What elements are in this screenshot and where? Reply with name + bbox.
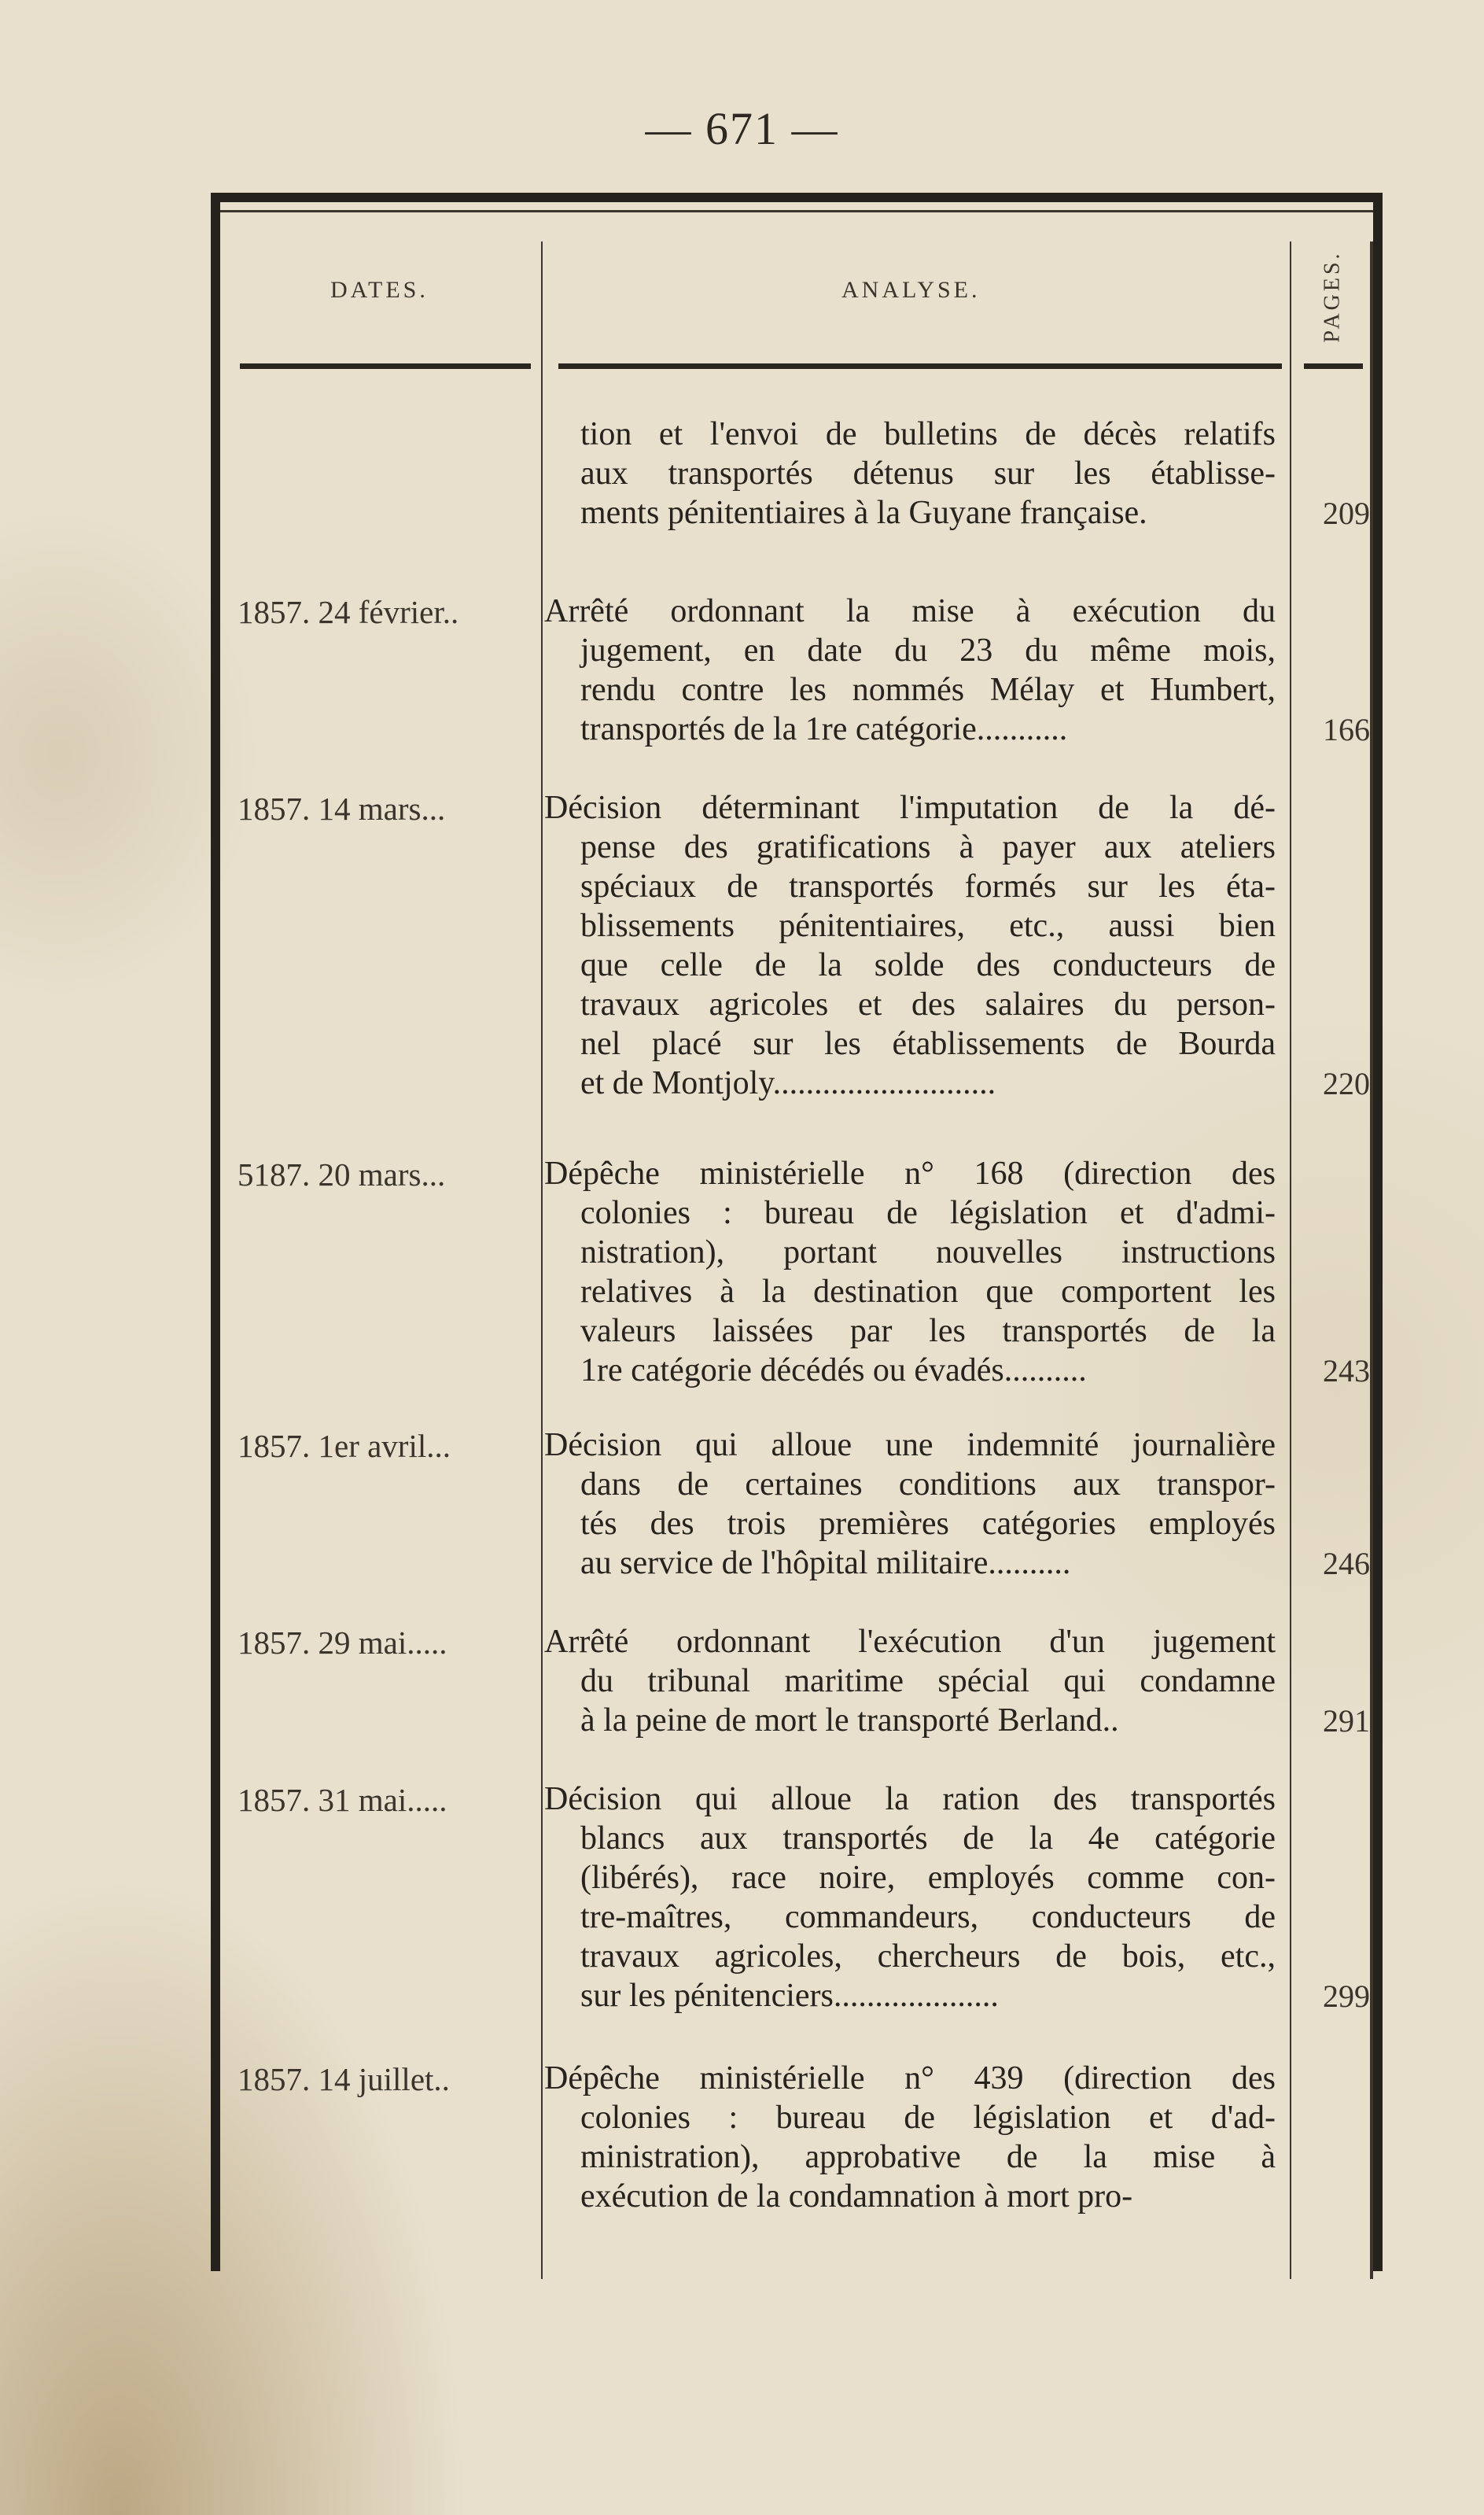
entry-date: 5187. 20 mars... (238, 1156, 446, 1193)
analysis-line: exécution de la condamnation à mort pro- (580, 2178, 1133, 2214)
column-rule-pages (1370, 242, 1373, 2279)
analysis-line: nel placé sur les établissements de Bourda (580, 1026, 1276, 1062)
index-table (211, 193, 1383, 2271)
entry-date: 1857. 24 février.. (238, 594, 459, 630)
analysis-line: transportés de la 1re catégorie........... (580, 711, 1068, 747)
analysis-line: (libérés), race noire, employés comme con- (580, 1860, 1276, 1896)
analysis-line: valeurs laissées par les transportés de la (580, 1313, 1276, 1349)
entry-date: 1857. 29 mai..... (238, 1624, 447, 1661)
analysis-line: nistration), portant nouvelles instructions (580, 1234, 1276, 1270)
entry-page-number: 166 (1323, 712, 1370, 747)
entry-analysis (544, 592, 1283, 749)
entry-page-number: 209 (1323, 496, 1370, 531)
analysis-line: au service de l'hôpital militaire.......... (580, 1545, 1071, 1581)
analysis-line: ments pénitentiaires à la Guyane française. (580, 495, 1147, 531)
header-pages-cell (1309, 218, 1357, 375)
analysis-line: et de Montjoly........................... (580, 1065, 996, 1101)
analysis-line: jugement, en date du 23 du même mois, (580, 632, 1276, 669)
analysis-line: Dépêche ministérielle n° 439 (direction des (544, 2060, 1276, 2096)
analysis-line: Décision déterminant l'imputation de la dé- (544, 790, 1276, 826)
header-analyse: ANALYSE. (841, 277, 981, 303)
analysis-line: colonies : bureau de législation et d'ad- (580, 2100, 1276, 2136)
analysis-line: Décision qui alloue la ration des transportés (544, 1781, 1276, 1817)
analysis-line: blancs aux transportés de la 4e catégorie (580, 1820, 1276, 1857)
analysis-line: spéciaux de transportés formés sur les éta- (580, 868, 1276, 905)
entry-date: 1857. 14 mars... (238, 791, 446, 827)
analysis-line: Décision qui alloue une indemnité journalière (544, 1427, 1276, 1463)
analysis-line: pense des gratifications à payer aux ateliers (580, 829, 1276, 865)
entry-page-number (1299, 2178, 1370, 2218)
entry-date: 1857. 31 mai..... (238, 1782, 447, 1818)
page-number: — 671 — (645, 103, 839, 154)
analysis-line: travaux agricoles et des salaires du person- (580, 986, 1276, 1023)
analysis-line: que celle de la solde des conducteurs de (580, 947, 1276, 983)
entry-page-number: 246 (1323, 1546, 1370, 1581)
analysis-line: sur les pénitenciers.................... (580, 1978, 999, 2014)
analysis-line: travaux agricoles, chercheurs de bois, etc., (580, 1938, 1276, 1975)
entry-analysis (544, 2059, 1283, 2216)
entry-page-number: 299 (1323, 1978, 1370, 2014)
header-dates: DATES. (330, 277, 429, 303)
analysis-line: relatives à la destination que comportent les (580, 1274, 1276, 1310)
entry-page-number: 243 (1323, 1353, 1370, 1388)
header-rule-analyse (558, 363, 1282, 369)
analysis-line: aux transportés détenus sur les établisse- (580, 455, 1276, 492)
entry-date: 1857. 14 juillet.. (238, 2061, 450, 2097)
analysis-line: dans de certaines conditions aux transpor- (580, 1466, 1276, 1503)
analysis-line: 1re catégorie décédés ou évadés.......... (580, 1352, 1087, 1388)
entry-analysis (544, 1425, 1283, 1583)
analysis-line: rendu contre les nommés Mélay et Humbert, (580, 672, 1276, 708)
analysis-line: blissements pénitentiaires, etc., aussi bien (580, 908, 1276, 944)
entry-date: 1857. 1er avril... (238, 1428, 451, 1464)
header-rule-pages (1304, 363, 1363, 369)
analysis-line: tion et l'envoi de bulletins de décès relatifs (580, 416, 1276, 452)
entry-analysis (544, 1622, 1283, 1740)
analysis-line: ministration), approbative de la mise à (580, 2139, 1276, 2175)
header-rule-dates (240, 363, 531, 369)
entry-analysis (544, 788, 1283, 1103)
header-pages: PAGES. (1320, 250, 1345, 343)
analysis-line: du tribunal maritime spécial qui condamne (580, 1663, 1276, 1699)
analysis-line: Arrêté ordonnant la mise à exécution du (544, 593, 1276, 629)
entry-page-number: 220 (1323, 1066, 1370, 1101)
analysis-line: tre-maîtres, commandeurs, conducteurs de (580, 1899, 1276, 1935)
analysis-line: à la peine de mort le transporté Berland.. (580, 1702, 1119, 1739)
analysis-line: colonies : bureau de législation et d'admi- (580, 1195, 1276, 1231)
analysis-line: Arrêté ordonnant l'exécution d'un jugement (544, 1624, 1276, 1660)
column-rule-dates (541, 242, 543, 2279)
entry-analysis (544, 415, 1283, 533)
analysis-line: Dépêche ministérielle n° 168 (direction des (544, 1156, 1276, 1192)
entry-analysis (544, 1779, 1283, 2015)
column-rule-analyse (1290, 242, 1291, 2279)
entry-page-number: 291 (1323, 1703, 1370, 1739)
analysis-line: tés des trois premières catégories employés (580, 1506, 1276, 1542)
entry-analysis (544, 1154, 1283, 1390)
